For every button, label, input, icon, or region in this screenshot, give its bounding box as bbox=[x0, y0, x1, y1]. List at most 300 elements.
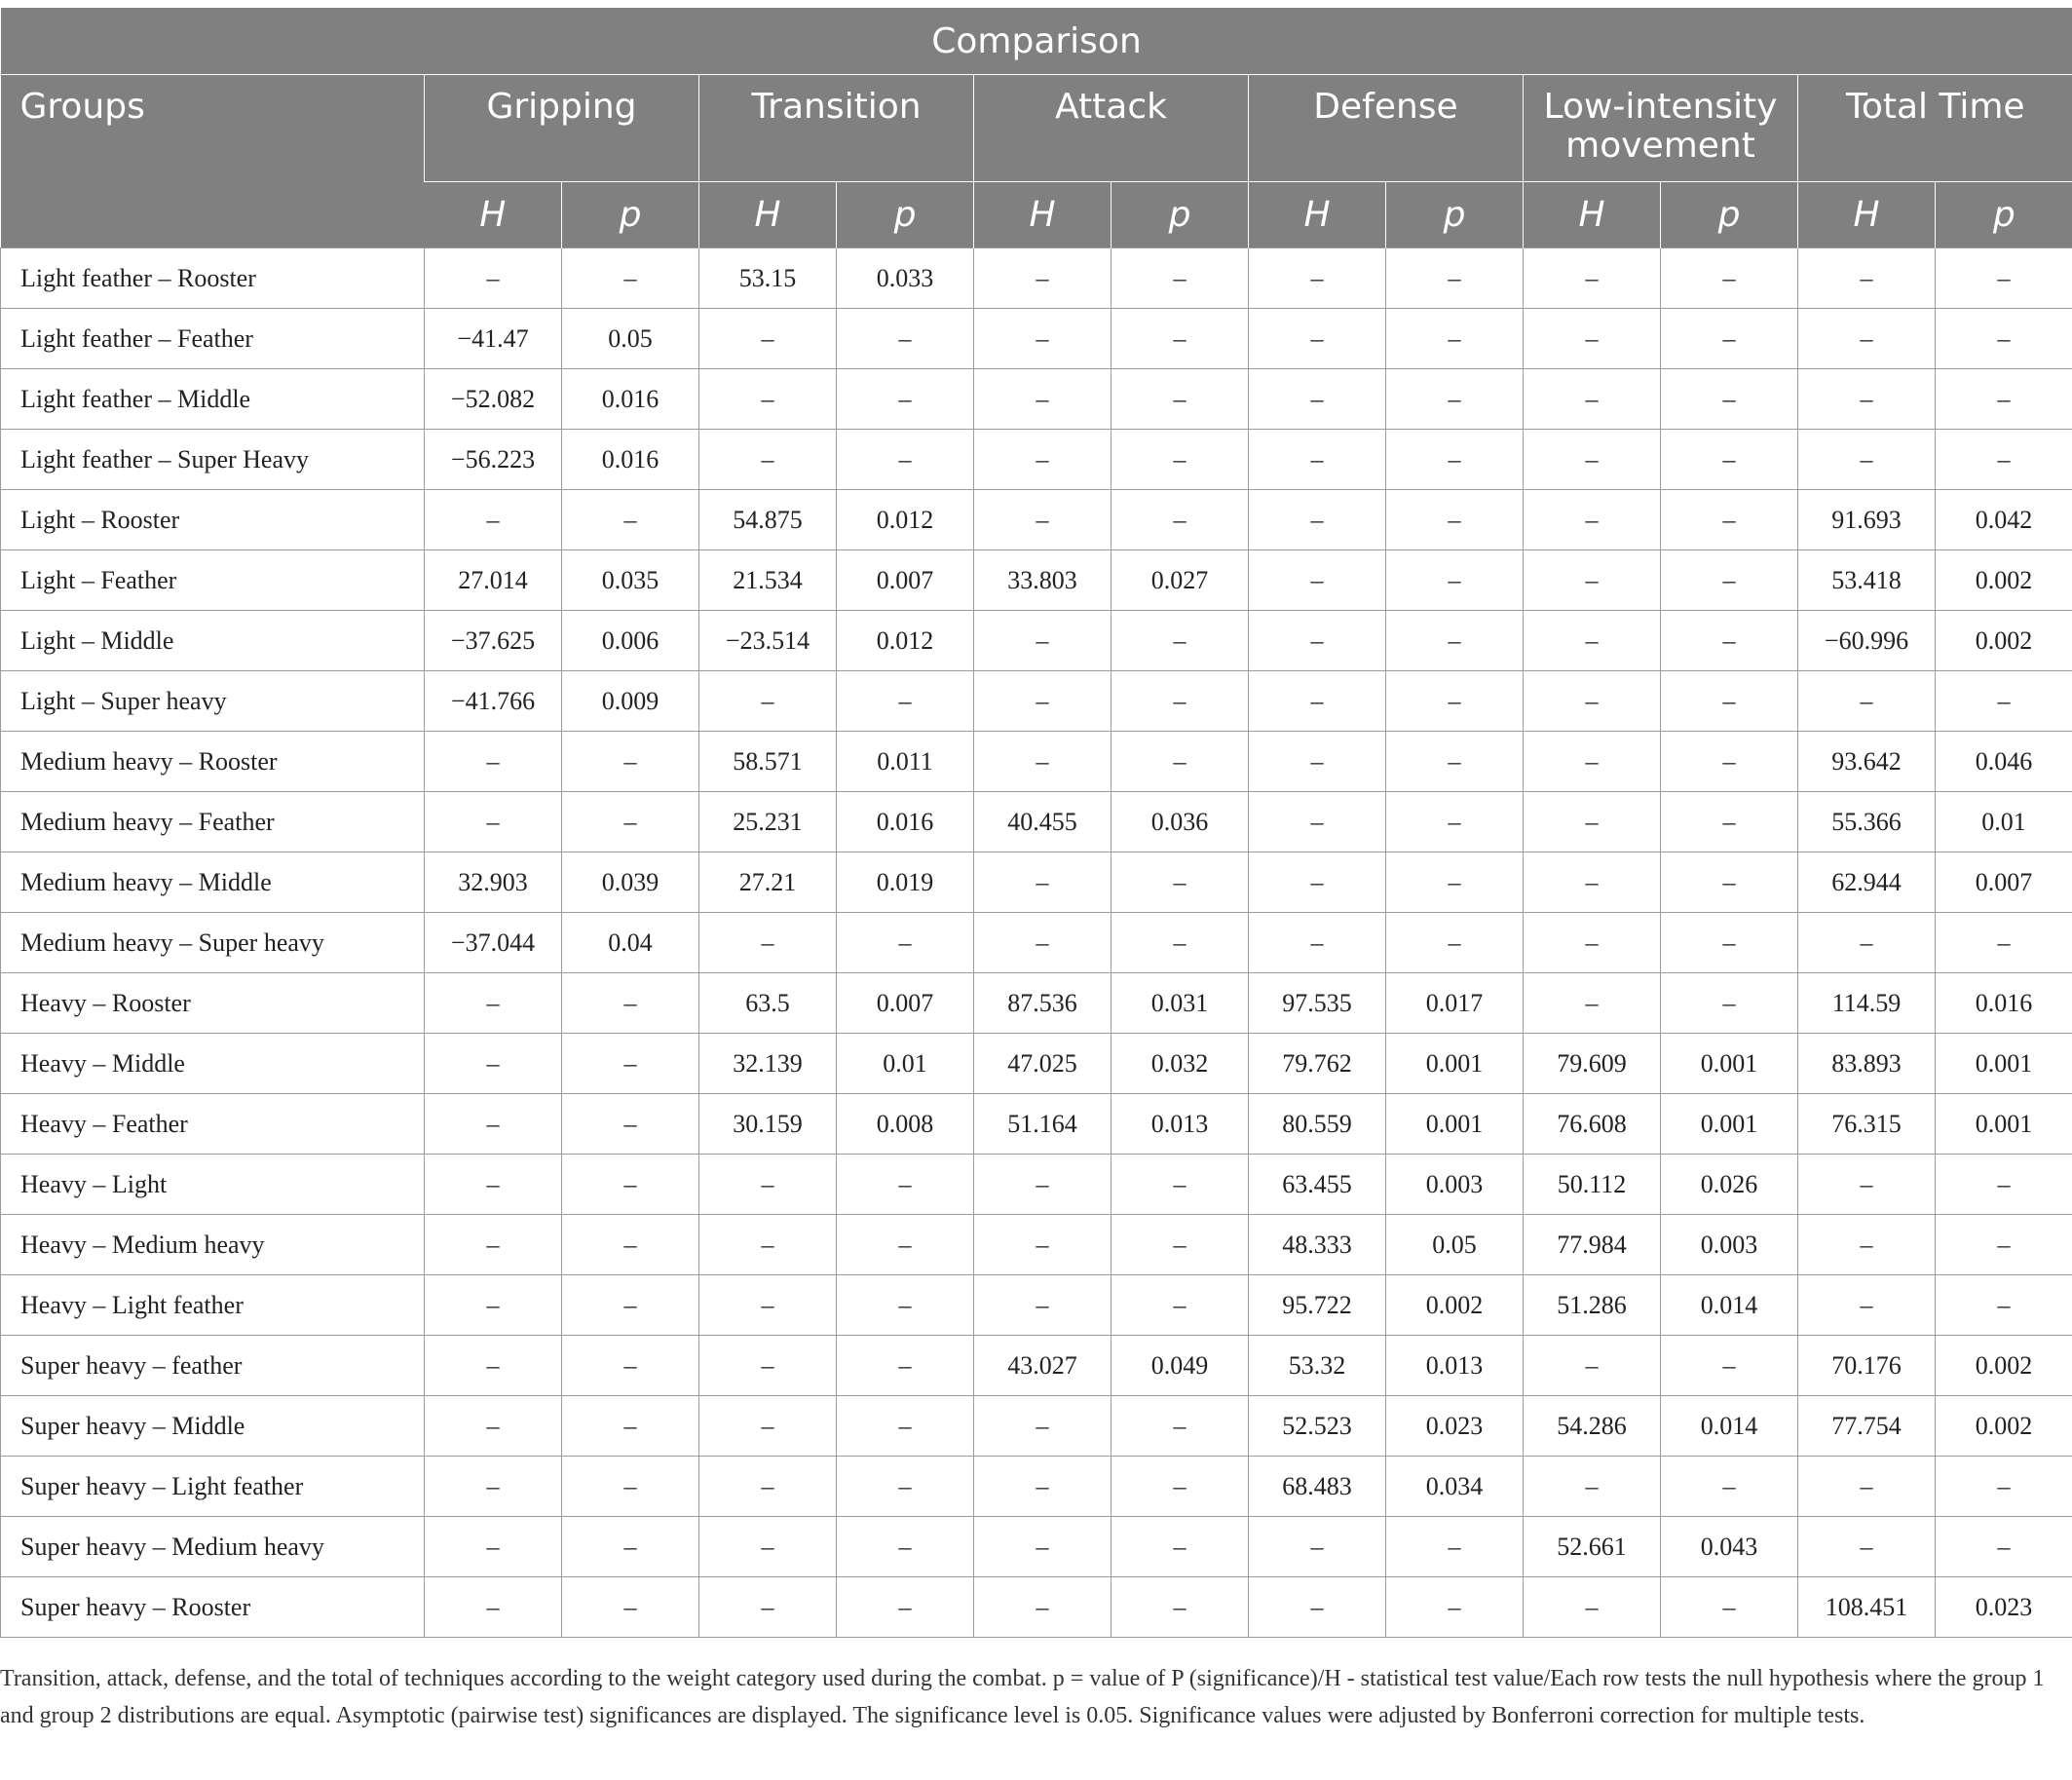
h-value-cell: – bbox=[1798, 1155, 1936, 1215]
h-value-cell: – bbox=[974, 913, 1111, 973]
p-value-cell: – bbox=[1111, 1275, 1249, 1336]
p-value-cell: – bbox=[1661, 1457, 1798, 1517]
h-value-cell: – bbox=[1249, 852, 1386, 913]
subheader-h: H bbox=[425, 182, 562, 248]
table-row bbox=[1, 671, 2072, 732]
p-value-cell: 0.001 bbox=[1661, 1094, 1798, 1155]
h-value-cell: – bbox=[1524, 369, 1661, 430]
h-value-cell: – bbox=[1524, 973, 1661, 1034]
p-value-cell: 0.034 bbox=[1386, 1457, 1524, 1517]
h-value-cell: – bbox=[699, 430, 837, 490]
p-value-cell: – bbox=[1111, 913, 1249, 973]
p-value-cell: 0.026 bbox=[1661, 1155, 1798, 1215]
p-value-cell: – bbox=[1111, 309, 1249, 369]
h-value-cell: 33.803 bbox=[974, 550, 1111, 611]
p-value-cell: 0.013 bbox=[1111, 1094, 1249, 1155]
h-value-cell: – bbox=[699, 1336, 837, 1396]
h-value-cell: 68.483 bbox=[1249, 1457, 1386, 1517]
p-value-cell: – bbox=[562, 732, 699, 792]
p-value-cell: – bbox=[1386, 369, 1524, 430]
table-row bbox=[1, 248, 2072, 309]
table-row bbox=[1, 852, 2072, 913]
table-body bbox=[1, 248, 2072, 1638]
h-value-cell: 97.535 bbox=[1249, 973, 1386, 1034]
p-value-cell: 0.023 bbox=[1936, 1577, 2072, 1638]
h-value-cell: – bbox=[1524, 732, 1661, 792]
h-value-cell: – bbox=[1524, 550, 1661, 611]
h-value-cell: – bbox=[974, 852, 1111, 913]
subheader-p: p bbox=[1386, 182, 1524, 248]
h-value-cell: – bbox=[425, 248, 562, 309]
p-value-cell: – bbox=[1661, 852, 1798, 913]
p-value-cell: 0.016 bbox=[562, 430, 699, 490]
h-value-cell: 32.903 bbox=[425, 852, 562, 913]
h-value-cell: – bbox=[699, 913, 837, 973]
h-value-cell: 25.231 bbox=[699, 792, 837, 852]
p-value-cell: 0.012 bbox=[837, 490, 974, 550]
h-value-cell: 51.286 bbox=[1524, 1275, 1661, 1336]
p-value-cell: 0.049 bbox=[1111, 1336, 1249, 1396]
h-value-cell: – bbox=[425, 732, 562, 792]
group-cell: Light – Super heavy bbox=[1, 671, 425, 732]
subheader-h: H bbox=[1249, 182, 1386, 248]
table-footnote: Transition, attack, defense, and the total of techniques according to the weight category used during the combat. p = value of P (significance)/H - statistical test value/Each row tests the null hypothesis where the group 1 and group 2 distributions are equal. Asymptotic (pairwise test) significances are displayed. The significance level is 0.05. Significance values were adjusted by Bonferroni correction for multiple tests. bbox=[0, 1666, 2045, 1728]
p-value-cell: – bbox=[837, 1396, 974, 1457]
group-cell: Medium heavy – Super heavy bbox=[1, 913, 425, 973]
header-defense: Defense bbox=[1249, 75, 1524, 182]
h-value-cell: – bbox=[974, 1517, 1111, 1577]
p-value-cell: – bbox=[562, 792, 699, 852]
group-cell: Super heavy – feather bbox=[1, 1336, 425, 1396]
h-value-cell: 79.609 bbox=[1524, 1034, 1661, 1094]
h-value-cell: 76.315 bbox=[1798, 1094, 1936, 1155]
p-value-cell: 0.014 bbox=[1661, 1275, 1798, 1336]
p-value-cell: – bbox=[1111, 671, 1249, 732]
h-value-cell: – bbox=[974, 369, 1111, 430]
p-value-cell: – bbox=[1111, 1215, 1249, 1275]
h-value-cell: – bbox=[974, 248, 1111, 309]
p-value-cell: – bbox=[1386, 852, 1524, 913]
h-value-cell: 50.112 bbox=[1524, 1155, 1661, 1215]
comparison-table-container bbox=[0, 8, 2072, 1638]
p-value-cell: 0.016 bbox=[1936, 973, 2072, 1034]
h-value-cell: – bbox=[699, 1517, 837, 1577]
group-cell: Super heavy – Rooster bbox=[1, 1577, 425, 1638]
h-value-cell: – bbox=[1798, 430, 1936, 490]
p-value-cell: – bbox=[562, 1094, 699, 1155]
h-value-cell: – bbox=[1798, 309, 1936, 369]
p-value-cell: – bbox=[837, 1517, 974, 1577]
h-value-cell: 63.455 bbox=[1249, 1155, 1386, 1215]
p-value-cell: – bbox=[562, 1034, 699, 1094]
p-value-cell: 0.012 bbox=[837, 611, 974, 671]
h-value-cell: – bbox=[699, 1215, 837, 1275]
h-value-cell: 80.559 bbox=[1249, 1094, 1386, 1155]
h-value-cell: −56.223 bbox=[425, 430, 562, 490]
table-header bbox=[1, 8, 2072, 248]
group-cell: Medium heavy – Rooster bbox=[1, 732, 425, 792]
p-value-cell: – bbox=[1936, 1517, 2072, 1577]
p-value-cell: 0.031 bbox=[1111, 973, 1249, 1034]
p-value-cell: – bbox=[1936, 671, 2072, 732]
p-value-cell: 0.007 bbox=[837, 550, 974, 611]
p-value-cell: 0.04 bbox=[562, 913, 699, 973]
h-value-cell: – bbox=[1249, 309, 1386, 369]
table-row bbox=[1, 1155, 2072, 1215]
p-value-cell: 0.043 bbox=[1661, 1517, 1798, 1577]
h-value-cell: – bbox=[425, 1517, 562, 1577]
subheader-p: p bbox=[1936, 182, 2072, 248]
header-low-intensity-movement: Low-intensity movement bbox=[1524, 75, 1798, 182]
p-value-cell: – bbox=[1661, 792, 1798, 852]
h-value-cell: – bbox=[1524, 852, 1661, 913]
p-value-cell: – bbox=[1111, 1577, 1249, 1638]
p-value-cell: – bbox=[837, 671, 974, 732]
p-value-cell: – bbox=[1661, 550, 1798, 611]
h-value-cell: 108.451 bbox=[1798, 1577, 1936, 1638]
h-value-cell: 83.893 bbox=[1798, 1034, 1936, 1094]
table-row bbox=[1, 732, 2072, 792]
h-value-cell: 21.534 bbox=[699, 550, 837, 611]
comparison-table bbox=[0, 8, 2072, 1638]
table-row bbox=[1, 1577, 2072, 1638]
p-value-cell: – bbox=[837, 913, 974, 973]
h-value-cell: −37.044 bbox=[425, 913, 562, 973]
h-value-cell: 79.762 bbox=[1249, 1034, 1386, 1094]
h-value-cell: 91.693 bbox=[1798, 490, 1936, 550]
p-value-cell: 0.007 bbox=[837, 973, 974, 1034]
p-value-cell: – bbox=[562, 1336, 699, 1396]
h-value-cell: – bbox=[974, 611, 1111, 671]
p-value-cell: – bbox=[1386, 913, 1524, 973]
h-value-cell: 63.5 bbox=[699, 973, 837, 1034]
p-value-cell: 0.017 bbox=[1386, 973, 1524, 1034]
p-value-cell: 0.002 bbox=[1936, 550, 2072, 611]
table-row bbox=[1, 913, 2072, 973]
p-value-cell: – bbox=[1111, 1457, 1249, 1517]
h-value-cell: – bbox=[699, 1577, 837, 1638]
p-value-cell: – bbox=[1936, 913, 2072, 973]
h-value-cell: −52.082 bbox=[425, 369, 562, 430]
h-value-cell: – bbox=[1249, 369, 1386, 430]
h-value-cell: – bbox=[1798, 248, 1936, 309]
h-value-cell: – bbox=[1249, 732, 1386, 792]
h-value-cell: – bbox=[425, 1577, 562, 1638]
p-value-cell: – bbox=[1661, 913, 1798, 973]
h-value-cell: – bbox=[425, 1336, 562, 1396]
table-row bbox=[1, 550, 2072, 611]
h-value-cell: 95.722 bbox=[1249, 1275, 1386, 1336]
p-value-cell: – bbox=[1386, 550, 1524, 611]
h-value-cell: 58.571 bbox=[699, 732, 837, 792]
p-value-cell: – bbox=[1111, 248, 1249, 309]
h-value-cell: – bbox=[974, 1457, 1111, 1517]
p-value-cell: – bbox=[1661, 309, 1798, 369]
table-row bbox=[1, 490, 2072, 550]
table-row bbox=[1, 1517, 2072, 1577]
h-value-cell: 52.523 bbox=[1249, 1396, 1386, 1457]
h-value-cell: – bbox=[1249, 1517, 1386, 1577]
p-value-cell: – bbox=[837, 1577, 974, 1638]
h-value-cell: 76.608 bbox=[1524, 1094, 1661, 1155]
p-value-cell: 0.008 bbox=[837, 1094, 974, 1155]
h-value-cell: −60.996 bbox=[1798, 611, 1936, 671]
header-total-time: Total Time bbox=[1798, 75, 2072, 182]
h-value-cell: 87.536 bbox=[974, 973, 1111, 1034]
p-value-cell: – bbox=[1386, 248, 1524, 309]
subheader-h: H bbox=[1798, 182, 1936, 248]
group-cell: Heavy – Feather bbox=[1, 1094, 425, 1155]
p-value-cell: – bbox=[1661, 732, 1798, 792]
group-cell: Super heavy – Middle bbox=[1, 1396, 425, 1457]
h-value-cell: – bbox=[1524, 1336, 1661, 1396]
p-value-cell: – bbox=[1661, 430, 1798, 490]
p-value-cell: – bbox=[1386, 1577, 1524, 1638]
h-value-cell: – bbox=[699, 1396, 837, 1457]
h-value-cell: 43.027 bbox=[974, 1336, 1111, 1396]
p-value-cell: 0.001 bbox=[1936, 1034, 2072, 1094]
p-value-cell: 0.023 bbox=[1386, 1396, 1524, 1457]
h-value-cell: −41.766 bbox=[425, 671, 562, 732]
p-value-cell: 0.019 bbox=[837, 852, 974, 913]
h-value-cell: 52.661 bbox=[1524, 1517, 1661, 1577]
table-row bbox=[1, 369, 2072, 430]
p-value-cell: – bbox=[1111, 732, 1249, 792]
h-value-cell: – bbox=[1249, 611, 1386, 671]
h-value-cell: – bbox=[1524, 913, 1661, 973]
h-value-cell: – bbox=[425, 1396, 562, 1457]
p-value-cell: 0.009 bbox=[562, 671, 699, 732]
p-value-cell: – bbox=[1936, 369, 2072, 430]
subheader-p: p bbox=[1661, 182, 1798, 248]
table-row bbox=[1, 1457, 2072, 1517]
p-value-cell: – bbox=[1936, 1457, 2072, 1517]
h-value-cell: – bbox=[1798, 1457, 1936, 1517]
p-value-cell: 0.01 bbox=[1936, 792, 2072, 852]
p-value-cell: 0.007 bbox=[1936, 852, 2072, 913]
p-value-cell: – bbox=[1386, 430, 1524, 490]
table-title: Comparison bbox=[1, 8, 2072, 75]
h-value-cell: – bbox=[425, 1034, 562, 1094]
h-value-cell: – bbox=[1249, 913, 1386, 973]
h-value-cell: 62.944 bbox=[1798, 852, 1936, 913]
p-value-cell: – bbox=[1386, 490, 1524, 550]
p-value-cell: 0.001 bbox=[1386, 1034, 1524, 1094]
h-value-cell: – bbox=[974, 1577, 1111, 1638]
p-value-cell: 0.01 bbox=[837, 1034, 974, 1094]
p-value-cell: 0.013 bbox=[1386, 1336, 1524, 1396]
h-value-cell: – bbox=[1524, 671, 1661, 732]
h-value-cell: – bbox=[1798, 913, 1936, 973]
group-cell: Light feather – Rooster bbox=[1, 248, 425, 309]
h-value-cell: – bbox=[1524, 611, 1661, 671]
h-value-cell: 27.014 bbox=[425, 550, 562, 611]
h-value-cell: 114.59 bbox=[1798, 973, 1936, 1034]
table-row bbox=[1, 1396, 2072, 1457]
p-value-cell: 0.036 bbox=[1111, 792, 1249, 852]
h-value-cell: 54.875 bbox=[699, 490, 837, 550]
groups-header: Groups bbox=[1, 75, 425, 248]
h-value-cell: – bbox=[1524, 430, 1661, 490]
p-value-cell: 0.001 bbox=[1661, 1034, 1798, 1094]
h-value-cell: 55.366 bbox=[1798, 792, 1936, 852]
h-value-cell: – bbox=[425, 1094, 562, 1155]
subheader-h: H bbox=[699, 182, 837, 248]
h-value-cell: – bbox=[1249, 671, 1386, 732]
h-value-cell: – bbox=[1524, 792, 1661, 852]
p-value-cell: – bbox=[1661, 1577, 1798, 1638]
p-value-cell: – bbox=[562, 490, 699, 550]
h-value-cell: – bbox=[974, 732, 1111, 792]
p-value-cell: – bbox=[562, 1215, 699, 1275]
p-value-cell: – bbox=[1661, 248, 1798, 309]
p-value-cell: – bbox=[1661, 490, 1798, 550]
group-cell: Light feather – Feather bbox=[1, 309, 425, 369]
table-row bbox=[1, 1094, 2072, 1155]
p-value-cell: 0.002 bbox=[1936, 1396, 2072, 1457]
h-value-cell: – bbox=[699, 1457, 837, 1517]
h-value-cell: – bbox=[974, 671, 1111, 732]
group-cell: Heavy – Light feather bbox=[1, 1275, 425, 1336]
p-value-cell: – bbox=[1386, 732, 1524, 792]
h-value-cell: – bbox=[1798, 1215, 1936, 1275]
h-value-cell: 40.455 bbox=[974, 792, 1111, 852]
p-value-cell: 0.006 bbox=[562, 611, 699, 671]
p-value-cell: – bbox=[1111, 611, 1249, 671]
p-value-cell: – bbox=[837, 430, 974, 490]
h-value-cell: 48.333 bbox=[1249, 1215, 1386, 1275]
h-value-cell: – bbox=[425, 792, 562, 852]
table-row bbox=[1, 611, 2072, 671]
h-value-cell: – bbox=[974, 1275, 1111, 1336]
h-value-cell: 47.025 bbox=[974, 1034, 1111, 1094]
group-cell: Heavy – Middle bbox=[1, 1034, 425, 1094]
group-cell: Heavy – Light bbox=[1, 1155, 425, 1215]
p-value-cell: – bbox=[837, 369, 974, 430]
h-value-cell: – bbox=[699, 369, 837, 430]
p-value-cell: 0.001 bbox=[1386, 1094, 1524, 1155]
group-cell: Light feather – Super Heavy bbox=[1, 430, 425, 490]
h-value-cell: – bbox=[974, 1396, 1111, 1457]
h-value-cell: – bbox=[1524, 309, 1661, 369]
h-value-cell: – bbox=[1798, 369, 1936, 430]
p-value-cell: 0.014 bbox=[1661, 1396, 1798, 1457]
p-value-cell: – bbox=[837, 1215, 974, 1275]
h-value-cell: – bbox=[1524, 248, 1661, 309]
h-value-cell: 77.754 bbox=[1798, 1396, 1936, 1457]
h-value-cell: 54.286 bbox=[1524, 1396, 1661, 1457]
group-cell: Heavy – Rooster bbox=[1, 973, 425, 1034]
p-value-cell: – bbox=[562, 1396, 699, 1457]
h-value-cell: – bbox=[699, 1275, 837, 1336]
p-value-cell: – bbox=[1386, 792, 1524, 852]
table-row bbox=[1, 1336, 2072, 1396]
header-attack: Attack bbox=[974, 75, 1249, 182]
h-value-cell: – bbox=[974, 430, 1111, 490]
h-value-cell: – bbox=[699, 309, 837, 369]
p-value-cell: – bbox=[562, 1155, 699, 1215]
p-value-cell: 0.05 bbox=[562, 309, 699, 369]
p-value-cell: – bbox=[1386, 1517, 1524, 1577]
subheader-p: p bbox=[837, 182, 974, 248]
p-value-cell: – bbox=[1661, 611, 1798, 671]
group-cell: Super heavy – Medium heavy bbox=[1, 1517, 425, 1577]
p-value-cell: – bbox=[1111, 490, 1249, 550]
table-row bbox=[1, 1275, 2072, 1336]
h-value-cell: 27.21 bbox=[699, 852, 837, 913]
p-value-cell: 0.002 bbox=[1936, 611, 2072, 671]
h-value-cell: – bbox=[1798, 1517, 1936, 1577]
p-value-cell: 0.027 bbox=[1111, 550, 1249, 611]
p-value-cell: – bbox=[1111, 1396, 1249, 1457]
p-value-cell: 0.046 bbox=[1936, 732, 2072, 792]
h-value-cell: – bbox=[974, 1155, 1111, 1215]
p-value-cell: – bbox=[837, 309, 974, 369]
h-value-cell: – bbox=[1249, 248, 1386, 309]
p-value-cell: 0.016 bbox=[562, 369, 699, 430]
p-value-cell: – bbox=[1111, 430, 1249, 490]
h-value-cell: – bbox=[699, 1155, 837, 1215]
h-value-cell: 53.15 bbox=[699, 248, 837, 309]
table-row bbox=[1, 1034, 2072, 1094]
table-row bbox=[1, 309, 2072, 369]
header-transition: Transition bbox=[699, 75, 974, 182]
p-value-cell: – bbox=[1386, 309, 1524, 369]
h-value-cell: – bbox=[974, 1215, 1111, 1275]
p-value-cell: 0.032 bbox=[1111, 1034, 1249, 1094]
h-value-cell: – bbox=[974, 490, 1111, 550]
h-value-cell: – bbox=[1249, 1577, 1386, 1638]
h-value-cell: 77.984 bbox=[1524, 1215, 1661, 1275]
h-value-cell: −41.47 bbox=[425, 309, 562, 369]
p-value-cell: – bbox=[562, 1517, 699, 1577]
group-cell: Light – Feather bbox=[1, 550, 425, 611]
h-value-cell: 70.176 bbox=[1798, 1336, 1936, 1396]
header-gripping: Gripping bbox=[425, 75, 699, 182]
group-cell: Super heavy – Light feather bbox=[1, 1457, 425, 1517]
h-value-cell: – bbox=[425, 1275, 562, 1336]
p-value-cell: 0.002 bbox=[1936, 1336, 2072, 1396]
h-value-cell: – bbox=[699, 671, 837, 732]
p-value-cell: – bbox=[1936, 309, 2072, 369]
h-value-cell: 93.642 bbox=[1798, 732, 1936, 792]
h-value-cell: – bbox=[1249, 792, 1386, 852]
p-value-cell: – bbox=[1936, 248, 2072, 309]
p-value-cell: – bbox=[562, 248, 699, 309]
table-row bbox=[1, 792, 2072, 852]
p-value-cell: – bbox=[1936, 1155, 2072, 1215]
p-value-cell: – bbox=[1111, 1155, 1249, 1215]
h-value-cell: – bbox=[425, 1457, 562, 1517]
p-value-cell: – bbox=[1936, 1275, 2072, 1336]
p-value-cell: – bbox=[1936, 430, 2072, 490]
group-cell: Heavy – Medium heavy bbox=[1, 1215, 425, 1275]
p-value-cell: – bbox=[1661, 671, 1798, 732]
h-value-cell: – bbox=[974, 309, 1111, 369]
p-value-cell: – bbox=[562, 1275, 699, 1336]
p-value-cell: 0.035 bbox=[562, 550, 699, 611]
p-value-cell: 0.033 bbox=[837, 248, 974, 309]
h-value-cell: – bbox=[425, 1155, 562, 1215]
p-value-cell: 0.039 bbox=[562, 852, 699, 913]
p-value-cell: 0.011 bbox=[837, 732, 974, 792]
p-value-cell: – bbox=[562, 973, 699, 1034]
p-value-cell: 0.002 bbox=[1386, 1275, 1524, 1336]
p-value-cell: 0.042 bbox=[1936, 490, 2072, 550]
p-value-cell: – bbox=[837, 1155, 974, 1215]
table-row bbox=[1, 973, 2072, 1034]
h-value-cell: 53.418 bbox=[1798, 550, 1936, 611]
